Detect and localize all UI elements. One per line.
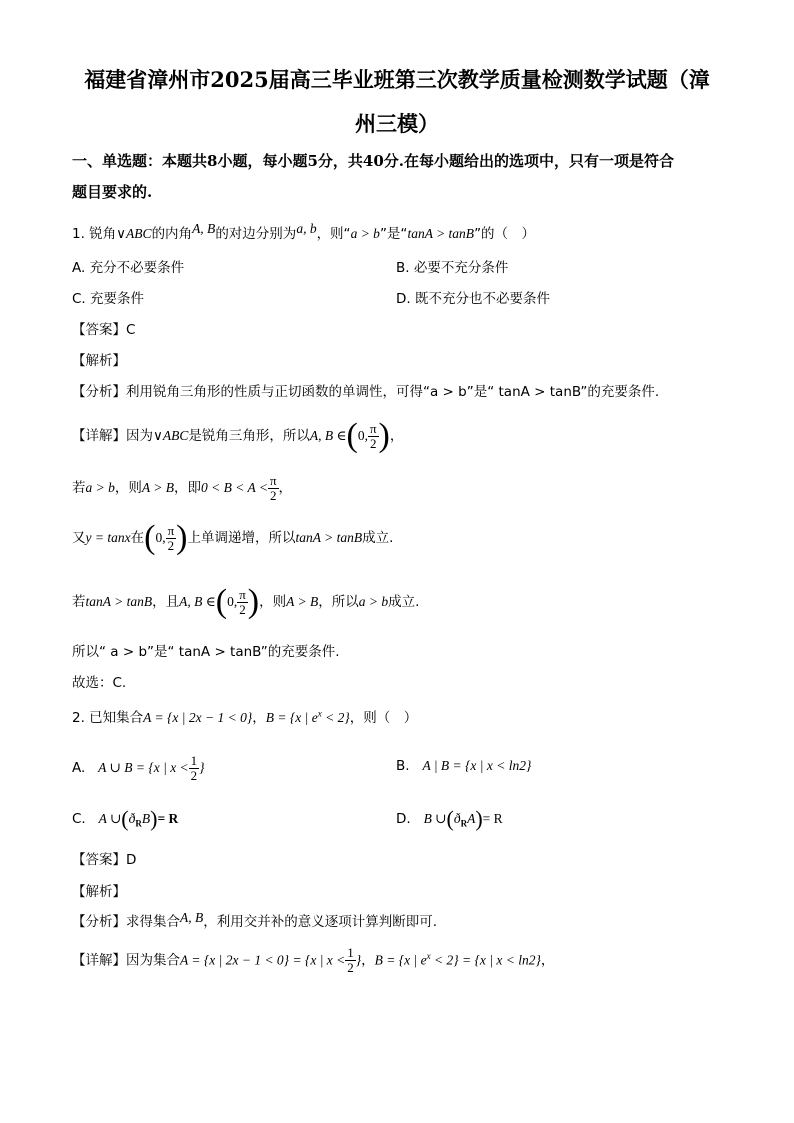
q2-option-d [396, 804, 503, 834]
text: 又 [72, 530, 86, 546]
text: ， [252, 710, 266, 726]
math: A > B [141, 480, 174, 495]
q2-detail-line1 [72, 936, 554, 976]
text: 上单调递增，所以 [187, 530, 296, 546]
pi-over-2 [268, 474, 279, 503]
text: ，所以 [318, 594, 359, 610]
q1-text: ，则“ [316, 226, 351, 242]
math: A, B ∈ [309, 428, 347, 443]
left-paren: ( [121, 806, 129, 831]
q1-detail-line1 [72, 414, 403, 458]
math: < 2} = {x | x < ln2} [430, 952, 541, 968]
q1-text: ”是“ [379, 226, 408, 242]
denominator: 2 [269, 487, 277, 503]
math: A, B [180, 910, 204, 925]
question-2-stem [72, 706, 417, 726]
math: A | B = {x | x < ln2} [422, 758, 532, 773]
q1-text: ”的（ ） [474, 226, 536, 242]
math: = R [157, 811, 179, 826]
text: ，则 [114, 480, 142, 496]
q1-detail-line2 [72, 468, 292, 508]
numerator: π [167, 522, 175, 538]
text: ，且 [152, 594, 180, 610]
answer-value: D [126, 852, 137, 868]
text: 成立. [362, 530, 394, 546]
math: B [141, 811, 151, 826]
q1-answer [72, 318, 135, 338]
q1-angles: A, B [192, 221, 216, 236]
text: ，即 [173, 480, 201, 496]
math: A ∪ [98, 811, 122, 826]
q1-option-d: D. 既不充分也不必要条件 [396, 291, 550, 307]
text: 在 [130, 530, 145, 546]
math: 0, [155, 530, 166, 545]
q1-cond2: tanA > tanB [407, 226, 475, 241]
q1-detail-line6: 故选：C. [72, 675, 127, 691]
right-paren: ) [176, 519, 188, 556]
denominator: 2 [167, 537, 175, 553]
set-b: B = {x | e [265, 710, 318, 725]
question-1-stem [72, 222, 535, 242]
math: A = {x | 2x − 1 < 0} = {x | x < [180, 952, 346, 968]
q1-option-c: C. 充要条件 [72, 291, 145, 307]
text: ，则（ ） [349, 710, 418, 726]
math: B = {x | e [374, 952, 427, 968]
subscript: R [460, 818, 468, 829]
math: A, B ∈ [179, 594, 216, 609]
math: } [199, 760, 205, 775]
math: B ∪ [423, 811, 447, 826]
text: ， [278, 480, 293, 496]
math: A ∪ B = {x | x < [98, 760, 189, 775]
left-paren: ( [446, 806, 454, 831]
text: ，则 [259, 594, 287, 610]
math: 0, [227, 594, 238, 609]
section-heading-line2: 题目要求的. [72, 183, 153, 201]
text: ， [389, 428, 404, 444]
option-label: A. [72, 760, 86, 776]
q1-text: 的对边分别为 [215, 226, 297, 242]
q1-text: 的内角 [151, 226, 193, 242]
set-b: < 2} [321, 710, 350, 725]
q1-triangle: ∨ABC [116, 226, 152, 241]
math: 0, [357, 428, 368, 443]
option-label: C. [72, 811, 86, 827]
math: tanA > tanB [85, 594, 153, 609]
xiangjie-tag: 【详解】 [72, 428, 126, 444]
q1-option-a: A. 充分不必要条件 [72, 260, 185, 276]
numerator: 1 [190, 752, 198, 768]
text: 2. 已知集合 [72, 710, 144, 726]
q2-option-a [72, 748, 205, 788]
q1-option-b: B. 必要不充分条件 [396, 260, 509, 276]
math: A [467, 811, 476, 826]
option-label: D. [396, 811, 411, 827]
math: 0 < B < A < [200, 480, 268, 495]
left-paren: ( [144, 519, 156, 556]
q1-analysis-tag: 【解析】 [72, 353, 126, 369]
one-half [345, 946, 356, 975]
pi-over-2 [368, 422, 379, 451]
math: ∨ABC [153, 428, 189, 443]
right-paren: ) [378, 417, 390, 454]
math: tanA > tanB [295, 530, 363, 545]
right-paren: ) [475, 806, 483, 831]
q1-cond1: a > b [350, 226, 380, 241]
exponent: x [317, 708, 322, 719]
fenxi-tag: 【分析】 [72, 914, 126, 930]
right-paren: ) [150, 806, 158, 831]
right-paren: ) [247, 583, 260, 620]
denominator: 2 [347, 960, 354, 975]
math: y = tanx [85, 530, 131, 545]
text: 若 [72, 480, 86, 496]
text: 因为集合 [126, 952, 180, 969]
q2-option-c [72, 804, 178, 834]
q1-detail-line3 [72, 516, 393, 560]
q2-analysis-tag: 【解析】 [72, 884, 126, 900]
complement-symbol: ð [453, 811, 461, 826]
q1-fenxi [72, 380, 659, 400]
text: 若 [72, 594, 86, 610]
option-label: B. [396, 758, 410, 774]
fenxi-text: 利用锐角三角形的性质与正切函数的单调性，可得“a > b”是“ tanA > tanB”的充要条件. [126, 384, 660, 400]
pi-over-2 [237, 588, 248, 617]
q2-answer [72, 848, 136, 868]
subscript: R [135, 818, 142, 829]
math: = R [482, 811, 503, 826]
text: ， [361, 952, 375, 969]
denominator: 2 [190, 767, 198, 783]
text: 成立. [388, 594, 420, 610]
math: a > b [85, 480, 115, 495]
q1-sides: a, b [296, 221, 317, 236]
text: ， [540, 952, 555, 969]
answer-tag: 【答案】 [72, 322, 126, 338]
numerator: π [369, 420, 377, 436]
denominator: 2 [370, 435, 377, 451]
text: 是锐角三角形，所以 [188, 428, 310, 444]
answer-tag: 【答案】 [72, 852, 126, 868]
section-heading-line1: 一、单选题：本题共8小题，每小题5分，共40分.在每小题给出的选项中，只有一项是符合 [72, 152, 674, 170]
q1-detail-line4 [72, 580, 419, 624]
q2-option-b [396, 758, 531, 774]
one-half [189, 754, 200, 783]
text: ，利用交并补的意义逐项计算判断即可. [203, 914, 438, 930]
pi-over-2 [166, 524, 177, 553]
text: 求得集合 [126, 914, 180, 930]
xiangjie-tag: 【详解】 [72, 952, 126, 969]
q1-text: 1. 锐角 [72, 226, 117, 242]
doc-title-line2: 州三模） [355, 111, 439, 136]
left-paren: ( [346, 417, 358, 454]
answer-value: C [126, 322, 136, 338]
numerator: 1 [347, 945, 354, 960]
math: A > B [286, 594, 319, 609]
math: } [355, 952, 362, 968]
math: a > b [358, 594, 389, 609]
fenxi-tag: 【分析】 [72, 384, 126, 400]
set-a: A = {x | 2x − 1 < 0} [143, 710, 253, 725]
left-paren: ( [215, 583, 228, 620]
exponent: x [426, 951, 431, 961]
numerator: π [269, 472, 277, 488]
text: 因为 [126, 428, 153, 444]
q1-detail-line5: 所以“ a > b”是“ tanA > tanB”的充要条件. [72, 644, 340, 660]
complement-symbol: ð [128, 811, 136, 826]
doc-title-line1: 福建省漳州市2025届高三毕业班第三次教学质量检测数学试题（漳 [84, 67, 710, 92]
numerator: π [239, 586, 246, 602]
denominator: 2 [239, 601, 246, 617]
q2-fenxi [72, 910, 437, 930]
